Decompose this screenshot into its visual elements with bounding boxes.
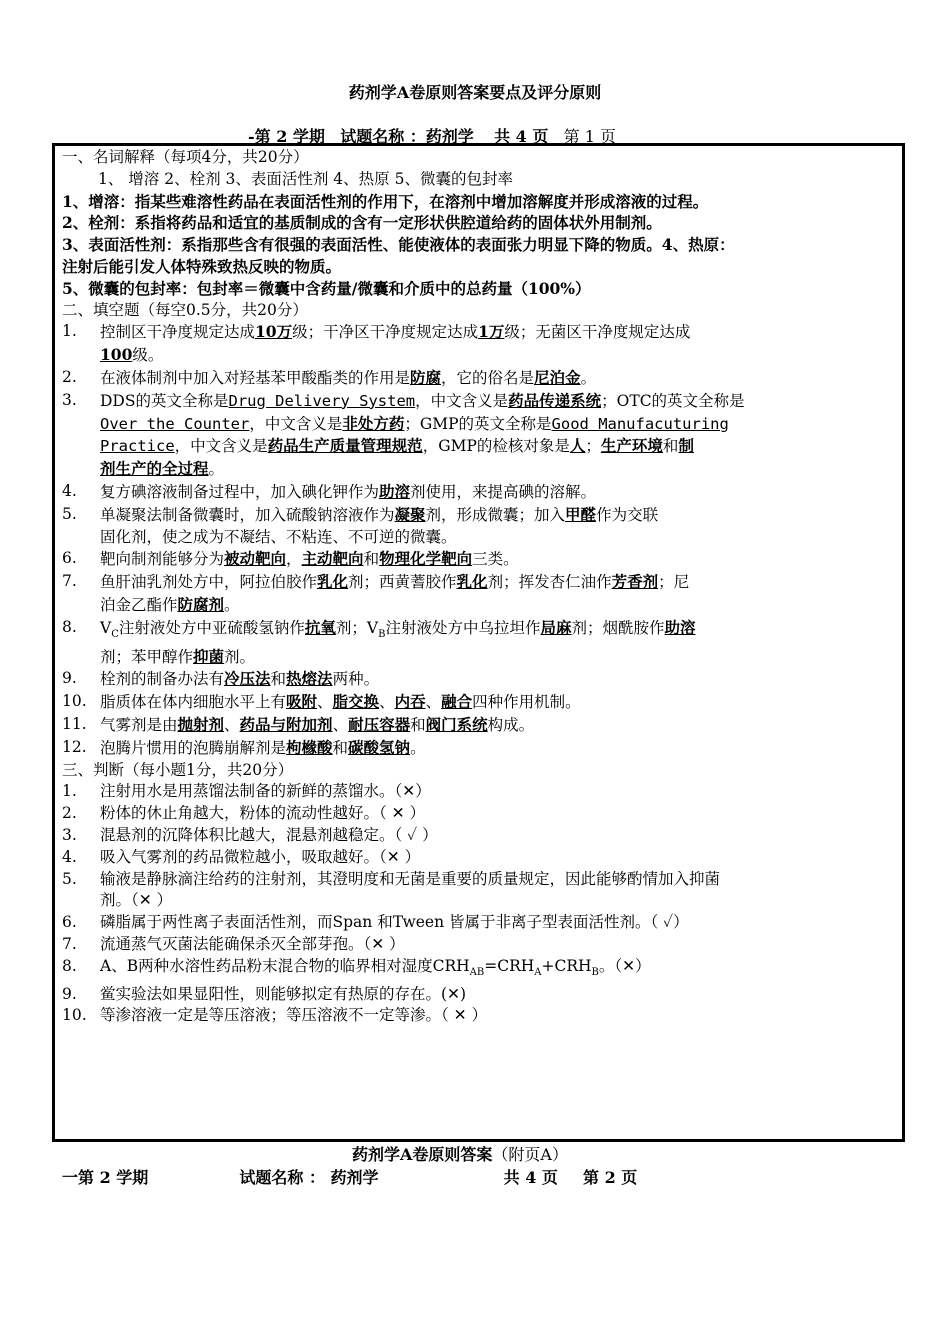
judge-item-7: 7. 流通蒸气灭菌法能确保杀灭全部芽孢。（✕ ） [62,934,405,953]
fill-item-6: 6. 靶向制剂能够分为被动靶向，主动靶向和物理化学靶向三类。 [62,549,519,569]
terms-list: 1、 增溶 2、栓剂 3、表面活性剂 4、热原 5、微囊的包封率 [98,169,513,188]
fill-item-2: 2. 在液体制剂中加入对羟基苯甲酸酯类的作用是防腐，它的俗名是尼泊金。 [62,367,597,387]
judge-item-10: 10. 等渗溶液一定是等压溶液；等压溶液不一定等渗。（ ✕ ） [62,1006,488,1025]
section-3-heading: 三、判断（每小题1分，共20分） [62,760,294,779]
judge-item-4: 4. 吸入气雾剂的药品微粒越小，吸取越好。（✕ ） [62,847,421,866]
judge-item-5: 5. 输液是静脉滴注给药的注射剂，其澄明度和无菌是重要的质量规定，因此能够酌情加入抑菌 剂。（✕ ） [62,869,721,910]
section-1-heading: 一、名词解释（每项4分，共20分） [62,148,309,166]
fill-item-10: 10. 脂质体在体内细胞水平上有吸附、脂交换、内吞、融合四种作用机制。 [62,692,581,712]
fill-item-1: 1. 控制区干净度规定达成10万级；干净区干净度规定达成1万级；无菌区干净度规定达成 100级。 [62,322,691,365]
judge-item-8: 8. A、B两种水溶性药品粉末混合物的临界相对湿度$CRH_{AB}=CRH_A+CRH_B$。（✕） [62,956,651,978]
footer-total: 共 4 页 [503,1168,558,1187]
judge-item-2: 2. 粉体的休止角越大，粉体的流动性越好。（ ✕ ） [62,804,426,823]
answer-3: 3、表面活性剂：系指那些含有很强的表面活性、能使液体的表面张力明显下降的物质。4、热原： [62,235,735,255]
judge-item-6: 6. 磷脂属于两性离子表面活性剂，而Span 和Tween 皆属于非离子型表面活性剂。（ ✓） [62,913,689,932]
page-number: 第 1 页 [563,127,617,146]
semester: -第 2 学期 [248,127,325,146]
answer-5: 5、微囊的包封率：包封率＝微囊中含药量/微囊和介质中的总药量（100%） [62,278,591,298]
footer-page: 第 2 页 [583,1168,638,1187]
judge-item-1: 1. 注射用水是用蒸馏法制备的新鲜的蒸馏水。（✕） [62,782,431,801]
section-2-heading: 二、填空题（每空0.5分，共20分） [62,300,308,319]
answer-content [62,147,892,1027]
answer-1: 1、增溶：指某些难溶性药品在表面活性剂的作用下，在溶剂中增加溶解度并形成溶液的过程。 [62,191,709,211]
footer-title: 药剂学A卷原则答案（附页A） [352,1145,568,1164]
total-pages: 共 4 页 [494,127,549,146]
judge-item-3: 3. 混悬剂的沉降体积比越大，混悬剂越稳定。（ ✓ ） [62,826,438,844]
fill-item-7: 7. 鱼肝油乳剂处方中，阿拉伯胶作乳化剂；西黄蓍胶作乳化剂；挥发杏仁油作芳香剂；尼 泊金乙酯作防腐剂。 [62,572,690,614]
fill-item-9: 9. 栓剂的制备办法有冷压法和热熔法两种。 [62,669,380,689]
answer-2: 2、栓剂：系指将药品和适宜的基质制成的含有一定形状供腔道给药的固体状外用制剂。 [62,213,662,233]
exam-name: 试题名称 ：药剂学 [340,127,474,146]
footer-semester: 一第 2 学期 [62,1168,149,1187]
footer-exam-name: 试题名称 ： 药剂学 [239,1168,379,1187]
fill-item-8: 8. $V_C$注射液处方中亚硫酸氢钠作抗氧剂；$V_B$注射液处方中乌拉坦作局麻剂；烟酰胺作助溶 剂；苯甲醇作抑菌剂。 [62,617,696,666]
fill-item-3: 3. DDS的英文全称是Drug Delivery System，中文含义是药品传递系统；OTC的英文全称是 Over the Counter，中文含义是非处方药；GMP的英文全称是Good Manufacuturing Practice，中文含义是药品生产质量管理规范，GMP的检核对象是人；生产环境和制 剂生产的全过程。 [62,390,745,479]
fill-item-11: 11. 气雾剂是由抛射剂、药品与附加剂、耐压容器和阀门系统构成。 [62,715,535,735]
fill-item-4: 4. 复方碘溶液制备过程中，加入碘化钾作为助溶剂使用，来提高碘的溶解。 [62,481,597,501]
document-title: 药剂学A卷原则答案要点及评分原则 [348,83,602,102]
fill-item-12: 12. 泡腾片惯用的泡腾崩解剂是枸橼酸和碳酸氢钠。 [62,737,426,757]
judge-item-9: 9. 鲎实验法如果显阳性，则能够拟定有热原的存在。(✕) [62,984,467,1003]
footer-info [62,1165,637,1188]
fill-item-5: 5. 单凝聚法制备微囊时，加入硫酸钠溶液作为凝聚剂，形成微囊；加入甲醛作为交联 固化剂，使之成为不凝结、不粘连、不可逆的微囊。 [62,504,659,546]
answer-3-cont: 注射后能引发人体特殊致热反映的物质。 [62,256,342,276]
